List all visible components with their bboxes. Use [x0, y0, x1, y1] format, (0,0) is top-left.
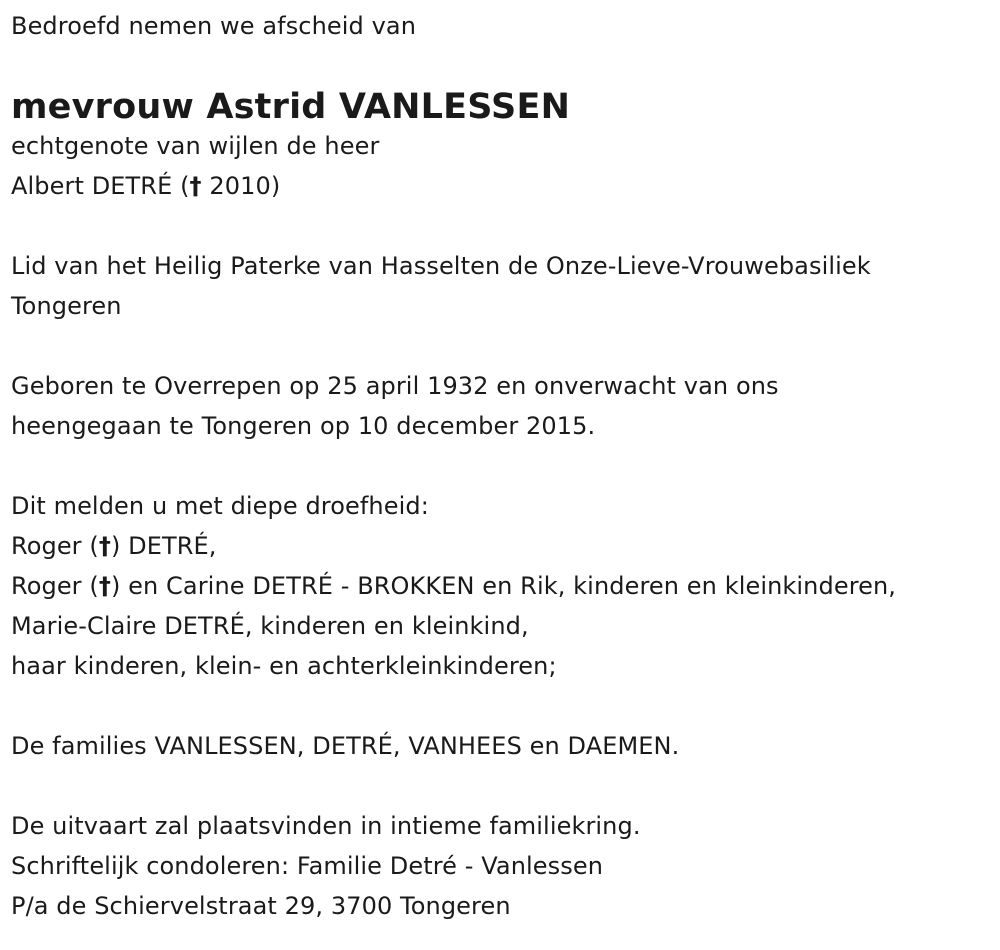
- intro-text: Bedroefd nemen we afscheid van: [11, 12, 417, 40]
- funeral-line-2: Schriftelijk condoleren: Familie Detré - Vanlessen: [11, 852, 604, 880]
- families-line: De families VANLESSEN, DETRÉ, VANHEES en DAEMEN.: [11, 732, 680, 760]
- spacer: [11, 686, 996, 726]
- spouse-line: echtgenote van wijlen de heer: [11, 132, 380, 160]
- birth-death-line-1: Geboren te Overrepen op 25 april 1932 en onverwacht van ons: [11, 372, 779, 400]
- spouse-name: [11, 166, 996, 206]
- mourner-roger-2: [11, 566, 996, 606]
- mourner-roger-1: [11, 526, 996, 566]
- cross-icon: †: [189, 172, 202, 200]
- spouse-name-after: 2010): [201, 172, 281, 200]
- membership-line-2: Tongeren: [11, 292, 122, 320]
- mourners-heading: Dit melden u met diepe droefheid:: [11, 492, 429, 520]
- roger2-after: ) en Carine DETRÉ - BROKKEN en Rik, kinderen en kleinkinderen,: [110, 572, 897, 600]
- roger1-before: Roger (: [11, 532, 99, 560]
- cross-icon: †: [98, 532, 111, 560]
- spacer: [11, 446, 996, 486]
- mourner-marie-claire: Marie-Claire DETRÉ, kinderen en kleinkind,: [11, 612, 529, 640]
- cross-icon: †: [98, 572, 111, 600]
- spacer: [11, 46, 996, 82]
- birth-death-line-2: heengegaan te Tongeren op 10 december 2015.: [11, 412, 596, 440]
- mourner-grandchildren: haar kinderen, klein- en achterkleinkinderen;: [11, 652, 557, 680]
- spouse-name-before: Albert DETRÉ (: [11, 172, 190, 200]
- roger1-after: ) DETRÉ,: [110, 532, 217, 560]
- spacer: [11, 206, 996, 246]
- spacer: [11, 326, 996, 366]
- deceased-name: mevrouw Astrid VANLESSEN: [11, 87, 571, 127]
- funeral-line-1: De uitvaart zal plaatsvinden in intieme familiekring.: [11, 812, 641, 840]
- roger2-before: Roger (: [11, 572, 99, 600]
- funeral-line-3: P/a de Schiervelstraat 29, 3700 Tongeren: [11, 892, 511, 920]
- spacer: [11, 766, 996, 806]
- death-notice: [11, 0, 996, 926]
- membership-line-1: Lid van het Heilig Paterke van Hasselten de Onze-Lieve-Vrouwebasiliek: [11, 252, 871, 280]
